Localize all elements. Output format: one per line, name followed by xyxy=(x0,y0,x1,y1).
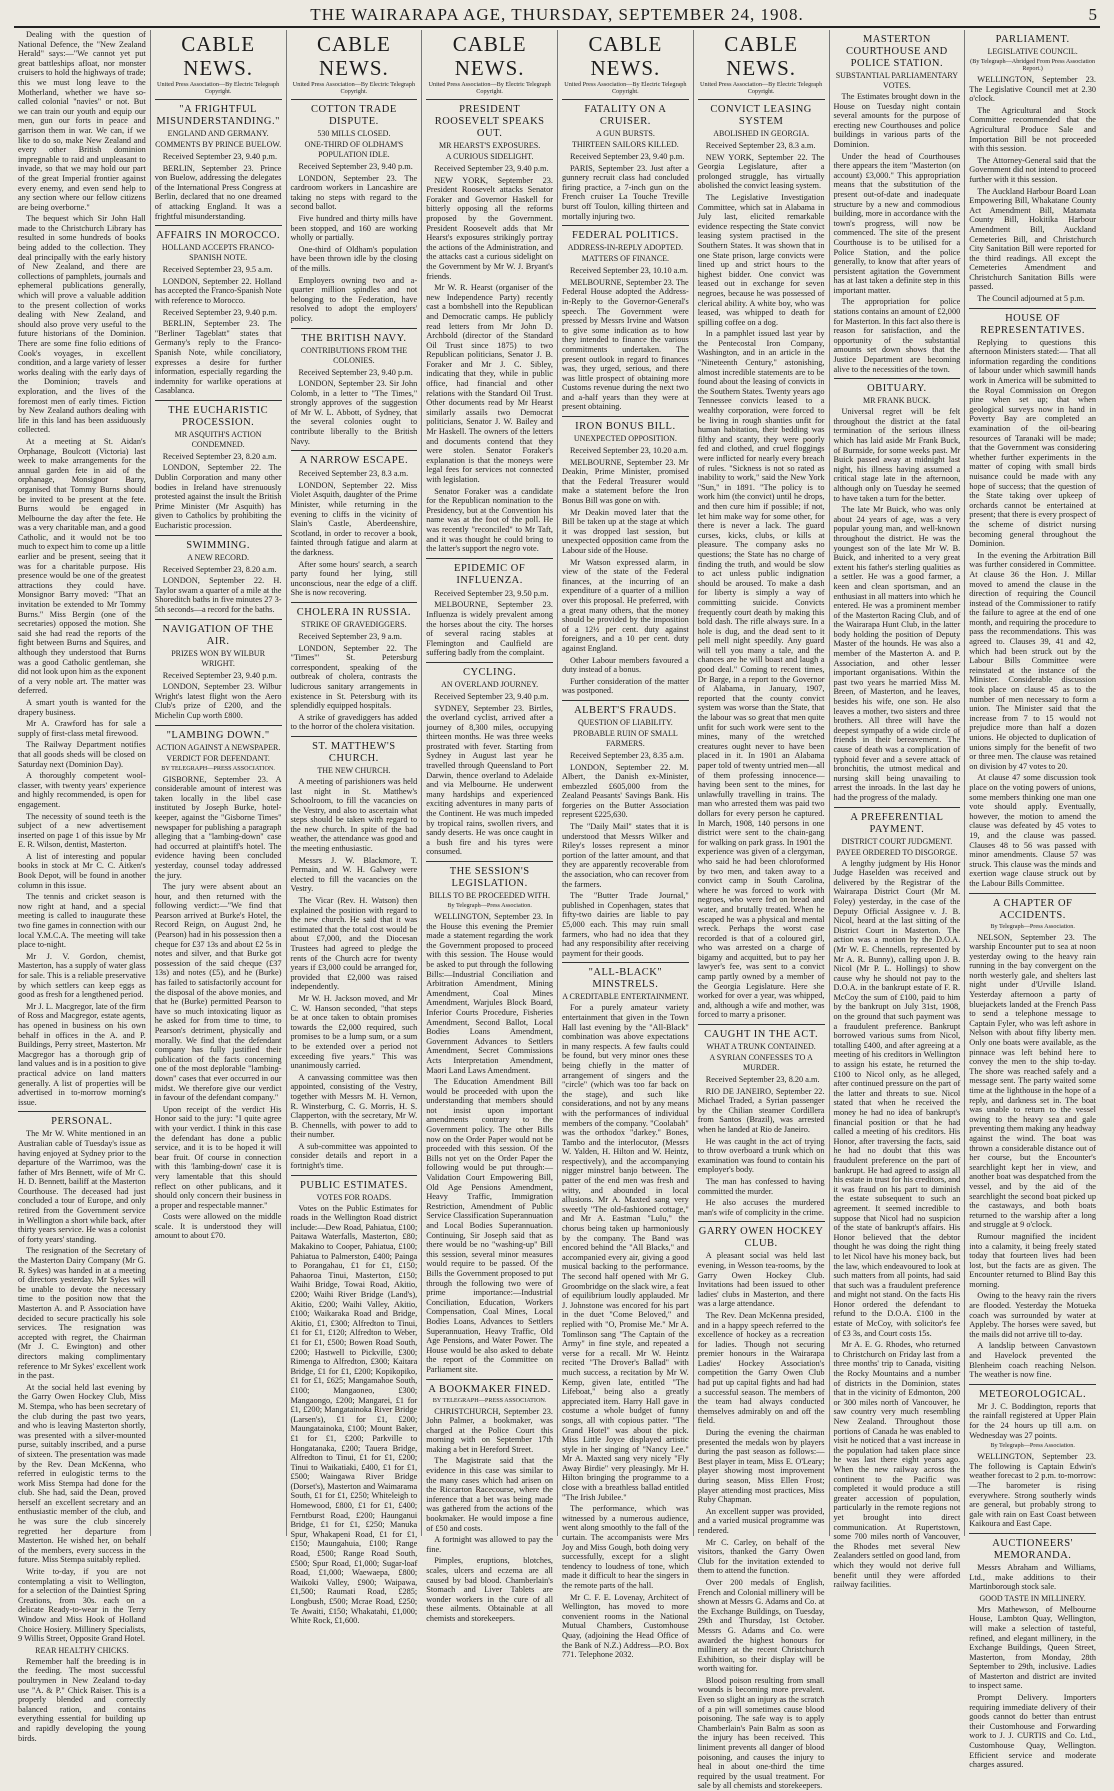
article-paragraph: A list of interesting and popular books in stock at Mr C. C. Aitken's Book Depot, will be found in another column in this issue. xyxy=(18,851,146,890)
article-paragraph: Owing to the heavy rain the rivers are flooded. Yesterday the Motueka coach was surrounded by water at Appleby. The horses were saved, but the mails did not arrive till to-day. xyxy=(969,1291,1096,1339)
article-headline: THE EUCHARISTIC PROCESSION. xyxy=(168,404,269,428)
article-headline: OBITUARY. xyxy=(867,383,927,395)
article-paragraph: The Estimates brought down in the House on Tuesday night contain several amounts for the purpose of erecting new Courthouses and police buildings in various parts of the Dominion. xyxy=(833,92,961,149)
article-paragraph: The "Butter Trade Journal," published in Copenhagen, states that fifty-two dairies are liable to pay £5,000 each. This may ruin small farmers, who had no idea that they had any responsibility after receiving payment for their goods. xyxy=(562,891,689,958)
columns xyxy=(14,30,1100,1791)
article-subheading: THIRTEEN SAILORS KILLED. xyxy=(571,140,679,149)
article-paragraph: The appropriation for police stations contains an amount of £2,000 for Masterton. In this fact also there is reason for satisfaction, and the opportunity of the substantial amounts set down shows that the Justice Department are becoming alive to the necessities of the town. xyxy=(833,297,961,374)
article-paragraph: The Auckland Harbour Board Loan Empowering Bill, Whakatane County Act Amendment Bill, Matamata County Bill, Hokitika Harbour Amendment Bill, Auckland Cemeteries Bill, and Christchurch City Sanitation Bill were reported for the third readings. All except the Cemeteries Amendment and Christchurch Sanitation Bills were passed. xyxy=(969,186,1096,292)
article-paragraph: A smart youth is wanted for the drapery business. xyxy=(18,697,146,717)
article-paragraph: Mr Deakin moved later that the Bill be taken up at the stage at which it was dropped last session, but unexpected opposition came from the Labour side of the House. xyxy=(562,507,689,555)
credit-line: BY TELEGRAPH—PRESS ASSOCIATION. xyxy=(161,764,275,772)
article-subheading: MR ASQUITH'S ACTION CONDEMNED. xyxy=(174,429,262,449)
article-paragraph: Mr C. F. E. Lovenay, Architect of Wellington, has moved to more convenient rooms in the National Mutual Chambers, Customhouse Quay, (adjoining the Head Office of the Bank of N.Z.) Address—P.O. Box 771. Telephone 2032. xyxy=(562,1592,689,1660)
article-subheading: A CURIOUS SIDELIGHT. xyxy=(445,152,534,161)
article-subheading: A NEW RECORD. xyxy=(187,552,250,562)
column-rule xyxy=(698,1221,825,1222)
masthead xyxy=(14,4,1100,28)
article-paragraph: At clause 47 some discussion took place on the voting powers of unions, some members thinking one man one vote should apply. Eventually, however, the motion to amend the clause was defeated by 45 votes to 19, and the clause was passed. Clauses 48 to 56 was passed with minor amendments. Clause 57 was struck. This clause was the minds and exertion wage clause struck out by the Labour Bills Committee. xyxy=(969,773,1096,888)
article-headline: COTTON TRADE DISPUTE. xyxy=(310,104,397,127)
article-paragraph: BERLIN, September 23. The "Berliner Tageblatt" states that Germany's reply to the Franco-Spanish Note, while conciliatory, expresses a desire for further information, especially regarding the indemnity for warlike operations at Casablanca. xyxy=(154,319,282,396)
article-paragraph: LONDON, September 22. Miss Violet Asquith, daughter of the Prime Minister, while returning in the evening to cliffs in the vicinity of Slain's Castle, Aberdeenshire, Scotland, in order to recover a book, fainted through fatigue and alarm at the darkness. xyxy=(290,480,418,557)
article-subheading: BILLS TO BE PROCEEDED WITH. xyxy=(429,891,550,900)
column-rule xyxy=(969,1384,1096,1385)
article-paragraph: Mr J. V. Gordon, chemist, Masterton, has a supply of water glass for sale. This is a reliable preservative by which settlers can keep eggs as good as fresh for a lengthened period. xyxy=(18,951,146,1000)
credit-line: United Press Association—By Electric Telegraph Copyright. xyxy=(564,81,687,95)
article-paragraph: LONDON, September 22. The Dublin Corporation and many other bodies in Ireland have strenuously protested against the insult the British Prime Minister (Mr Asquith) has given to Catholics by prohibiting the Eucharistic procession. xyxy=(154,463,282,531)
article-paragraph: Mr Watson expressed alarm, in view of the state of the Federal finances, at the incurring of an expenditure of a quarter of a million over this proposal. He preferred, with a great many others, that the money should be provided by the imposition of a 12½ per cent. duty against foreigners, and a 10 per cent. duty against England. xyxy=(562,557,689,653)
article-paragraph: BERLIN, September 23. Prince von Buelow, addressing the delegates of the International Press Congress at Berlin, declared that no one dreamed of attacking England. It was a frightful misunderstanding. xyxy=(154,163,282,221)
column-rule xyxy=(562,416,689,417)
article-paragraph: Mr J. C. Boddington, reports that the rainfall registered at Upper Plain for the 24 hours up till a.m. on Wednesday was 27 points. xyxy=(969,1401,1096,1440)
article-subheading: LEGISLATIVE COUNCIL. xyxy=(987,47,1078,56)
article-headline: PERSONAL. xyxy=(51,1116,113,1128)
article-paragraph: The jury were absent about an hour, and then returned with the following verdict:—"We find that Pearson arrived at Burke's Hotel, the Record Reign, on August 2nd, he (Pearson) had in his possession then a cheque for £37 13s and about £2 5s in notes and silver, and that Burke got possession of the said cheque (£37 13s) and notes (£5), and he (Burke) has failed to satisfactorily account for the disposal of the above monies, and that he (Burke) permitted Pearson to have so much intoxicating liquor as he asked for from time to time, to Pearson's detriment, physically and morally. We find that the defendant company has fully justified their publication of the facts concerning one of the most deplorable "lambing-down" cases that ever occurred in our midst. We therefore give our verdict in favour of the defendant company." xyxy=(154,882,282,1103)
article-paragraph: For a purely amateur variety entertainment that given in the Town Hall last evening by the "All-Black" combination was above expectations in many respects. A few faults could be found, but very minor ones these being chiefly in the matter of arrangement of singers and the "circle" (which was too far back on the stage), and such like considerations, and not by any means with the performances of individual members of the company. "Coolabah" was the orthodox "darkey." Bones, Tambo and the interlocutor, (Messrs W. Yalden, H. Hilton and W. Heintz, respectively), and the accompanying nigger minstrel banjo between. The patter of the end men was fresh and witty, and abounded in local allusions. Mr A. Maxted sang very sweetly "The old-fashioned cottage," and Mr A. Eastman "Lulu," the chorus being taken up harmoniously by the company. The Band was encored behind the "All Blacks," and accompanied every air, giving a good musical backing to the performance. The second half opened with Mr G. Groombridge on the slack wire, a feat of equilibrium loudly applauded. Mr J. Johnstone was encored for his part in the duet "Come Beloved," and replied with "O, Promise Me." Mr A. Tomlinson sang "The Captain of the Army" in fine style, and repeated a verse for a recall. Mr W. Heintz recited "The Drover's Ballad" with much success, a recitation by Mr W. Kemp, given late, entitled "The Lifeboat," being also a greatly appreciated item. Harry Hall gave in costume a whole budget of funny songs, all with copious patter. "The Grand Hotel" was about the pick. Miss Little Joyce displayed artistic style in her singing of "Nancy Lee." Mr A. Maxted sang very nicely "Fly Away Birdie" very pleasingly. Mr H. Hilton bringing the programme to a close with a breathless ballad entitled "The Irish Jubilee." xyxy=(562,1003,689,1502)
column-heading: PARLIAMENT. xyxy=(995,34,1070,45)
article-subheading: A SYRIAN CONFESSES TO A MURDER. xyxy=(709,1053,813,1073)
article-paragraph: Employers owning two and a-quarter million spindles and not belonging to the Federation, have resolved to adopt the employers' policy. xyxy=(290,275,418,323)
article-paragraph: The Attorney-General said that the Government did not intend to proceed further with it this session. xyxy=(969,155,1096,184)
column-2 xyxy=(150,30,286,1536)
article-subheading: THE NEW CHURCH. xyxy=(317,765,391,775)
article-paragraph: A lengthy judgment by His Honor Judge Haselden was received and delivered by the Registrar of the Wairarapa District Court (Mr M. Foley) yesterday, in the case of the Deputy Official Assignee v. J. B. Nicol, heard at the last sitting of the District Court in Masterton. The action was a motion by the D.O.A. (Mr W. E. Chennells, represented by Mr A. R. Bunny), calling upon J. B. Nicol (Mr P. L. Hollings) to show cause why he should not pay to the D.O.A. in the bankrupt estate of F. R. McCoy the sum of £100, paid to him by the bankrupt on July 31st, 1908, on the ground that such payment was a fraudulent preference. Bankrupt borrowed various sums from Nicol, totalling £400, and after agreeing at a meeting of his creditors in Wellington to assign his estate, he returned the £100 to Nicol only, as he alleged, after continued pressure on the part of the latter and threats to sue. Nicol stated that when he received the money he had no idea of bankrupt's financial position or that he had called a meeting of his creditors. His Honor, after traversing the facts, said he had no doubt that this was fraudulent preference on the part of bankrupt. He had agreed to assign all his estate in trust for his creditors, and it was fraud on his part to diminish the estate subsequent to such an agreement. It seemed incredible to suppose that Nicol had no suspicion of the state of bankrupt's affairs. His Honor believed that the debtor thought he was doing the right thing to let Nicol have his money back, but the law, which endeavoured to look at such matters from all points, had said that such was a fraudulent preference and might not stand. On the facts His Honor ordered the defendant to refund to the D.O.A. £100 in the estate of McCoy, with solicitor's fee of £3 3s, and Court costs 15s. xyxy=(833,858,961,1338)
article-paragraph: NEW YORK, September 23. President Roosevelt attacks Senator Foraker and Governor Haskell for bitterly opposing all the reforms proposed by the Government. President Roosevelt adds that Mr Hearst's exposures strikingly portray the actions of the Administration, and the attacks cast a curious sidelight on the Government by Mr W. J. Bryant's friends. xyxy=(426,175,553,281)
dateline: Received September 23, 9.40 p.m. xyxy=(434,691,549,701)
article-paragraph: The Magistrate said that the evidence in this case was similar to the many cases which had arisen on the Riccarton Racecourse, where the inference that a bet was being made was gathered from the actions of the bookmaker. He would impose a fine of £50 and costs. xyxy=(426,1456,553,1533)
column-heading: CABLE NEWS. xyxy=(452,32,527,80)
article-subheading: AN OVERLAND JOURNEY. xyxy=(441,679,539,689)
article-paragraph: The bequest which Sir John Hall made to the Christchurch Library has resulted in some hundreds of books being added to the collection. They deal principally with the early history of New Zealand, and there are collections of pamphlets, journals and ephemeral publications generally, which will prove a valuable addition to the present collection of works dealing with New Zealand, and should also prove very useful to the future historians of the Dominion. There are some fine folio editions of Cook's voyages, in excellent condition, and a large variety of lesser works dealing with the early days of the Dominion; travels and exploration, and the lives of the foremost men of early times. Fiction by New Zealand authors dealing with life in this land has been assiduously collected. xyxy=(18,214,146,435)
article-paragraph: The late Mr Buick, who was only about 24 years of age, was a very popular young man, and well-known throughout the district. He was the youngest son of the late Mr W. B. Buick, and inherited to a very great extent his father's sterling qualities as a settler. He was a good farmer, a keen and clean sportsman, and an enthusiast in all matters into which he entered. He was a prominent member of the Masterton Racing Club, and of the Wairarapa Hunt Club, in the latter body holding the position of Deputy Master of the hounds. He was also a member of the Masterton A. and P. Association, and other lesser important organisations. Within the past two years he married Miss M. Breen, of Masterton, and he leaves, besides his wife, one son. He also leaves a mother, two sisters and three brothers. All three will have the deepest sympathy of a wide circle of friends in their bereavement. The cause of death was a complication of typhoid fever and a severe attack of bronchitis, the utmost medical and nursing skill being unavailing to arrest the inroads. In the last day he had the progress of the malady. xyxy=(833,505,961,802)
article-paragraph: Mr J. L. Macgregor, late of the firm of Ross and Macgregor, estate agents, has opened in business on his own behalf in offices in the A. and P. Buildings, Perry street, Masterton. Mr Macgregor has a thorough grip of land values and is in a position to give practical advice on land matters generally. A list of properties will be advertised in to-morrow morning's issue. xyxy=(18,1001,146,1107)
article-paragraph: A pleasant social was held last evening, in Wesson tea-rooms, by the Garry Owen Hockey Club. Invitations had been issued to other ladies' clubs in Masterton, and there was a large attendance. xyxy=(697,1251,825,1309)
column-rule xyxy=(155,225,282,226)
article-paragraph: Costs were allowed on the middle scale. It is understood they will amount to about £70. xyxy=(154,1212,282,1241)
column-rule xyxy=(426,662,553,663)
article-paragraph: Rumour magnified the incident into a calamity, it being freely stated today that fourteen lives had been lost, but the facts are as given. The Encounter returned to Blind Bay this morning. xyxy=(969,1231,1096,1289)
credit-line: By Telegraph—Press Association. xyxy=(447,902,532,909)
article-headline: GARRY OWEN HOCKEY CLUB. xyxy=(698,1226,824,1250)
article-paragraph: A thoroughly competent wool-classer, with twenty years' experience and highly recommended, is open for engagement. xyxy=(18,771,146,809)
article-paragraph: Mr C. Carley, on behalf of the visitors, thanked the Garry Owen Club for the invitation extended to them to attend the function. xyxy=(697,1537,825,1576)
column-rule xyxy=(291,450,418,451)
column-rule xyxy=(562,962,689,963)
article-paragraph: LONDON, September 22. The "Times'" St. Petersburg correspondent, speaking of the outbreak of cholera, contrasts the ludicrous sanitary arrangements in existence in St. Petersburg with its splendidly equipped hospitals. xyxy=(290,643,418,711)
column-rule xyxy=(698,1024,825,1025)
article-subheading: HOLLAND ACCEPTS FRANCO-SPANISH NOTE. xyxy=(161,243,275,263)
column-5 xyxy=(557,30,693,1660)
column-rule xyxy=(155,619,282,620)
dateline: Received September 23, 9.40 p.m. xyxy=(434,164,549,173)
column-heading: CABLE NEWS. xyxy=(181,32,256,80)
article-paragraph: The necessity of sound teeth is the subject of a new advertisement inserted on page 1 of this issue by Mr E. R. Wilson, dentist, Masterton. xyxy=(18,811,146,850)
credit-line: By Telegraph—Press Association. xyxy=(990,1442,1075,1450)
article-subheading: ACTION AGAINST A NEWSPAPER. xyxy=(155,742,281,752)
dateline: Received September 23, 9.5 a.m. xyxy=(162,265,273,275)
column-heading: MASTERTON COURTHOUSE AND POLICE STATION. xyxy=(845,34,948,69)
dateline: Received September 23, 8.20 a.m. xyxy=(705,1075,820,1085)
column-7 xyxy=(829,30,965,1590)
article-headline: AFFAIRS IN MOROCCO. xyxy=(156,230,281,242)
column-rule xyxy=(155,535,282,536)
article-paragraph: Universal regret will be felt throughout the district at the fatal termination of the serious illness which has laid aside Mr Frank Buck, of Burnside, for some weeks past. Mr Buick passed away at midnight last night, his illness having assumed a critical stage late in the afternoon, although only on Tuesday he seemed to have taken a turn for the better. xyxy=(833,407,961,503)
article-paragraph: Replying to questions this afternoon Ministers stated:— That all information regarding the conditions of labour under which sawmill hands work in America will be submitted to the Royal Commission on Oregon pine when set up; that when geological surveys now in hand in Poverty Bay are completed an examination of the oil-bearing resources of Taranaki will be made; that the Government was considering whether further experiments in the matter of coping with small birds nuisance could be made with any hope of success; that the question of the State taking over upkeep of orchards cannot be entertained at present; that there is every prospect of the scheme of district nursing becoming general throughout the Dominion. xyxy=(969,337,1096,549)
article-subheading: REAR HEALTHY CHICKS. xyxy=(35,1645,129,1655)
article-headline: AUCTIONEERS' MEMORANDA. xyxy=(992,1537,1074,1561)
article-paragraph: The "Daily Mail" states that it is understood that Messrs Wilker and Riley's losses represent a minor portion of the latter amount, and that they are apparently recoverable from the association, who can recover from the farmers. xyxy=(562,822,689,889)
column-rule xyxy=(969,893,1096,894)
article-headline: PRESIDENT ROOSEVELT SPEAKS OUT. xyxy=(434,104,545,139)
article-subheading: PRIZES WON BY WILBUR WRIGHT. xyxy=(171,648,266,668)
article-paragraph: A landslip between Canvastown and Havelock prevented the Blenheim coach reaching Nelson. The weather is now fine. xyxy=(969,1341,1096,1380)
article-paragraph: The Mr W. White mentioned in an Australian cable of Tuesday's issue as having enjoyed at Sydney prior to the departure of the Warrimoo, was the father of Mrs Bennett, wife of Mr C. H. D. Bennett, bailiff at the Masterton Courthouse. The deceased had just concluded a tour of Europe, and only retired from the Government service in Wellington a short while back, after thirty years service. He was a colonist of forty years' standing. xyxy=(18,1129,146,1244)
credit-line: United Press Association—By Electric Telegraph Copyright. xyxy=(292,81,415,95)
column-rule xyxy=(426,861,553,862)
article-subheading: MR HEARST'S EXPOSURES. xyxy=(439,141,541,150)
article-paragraph: The tennis and cricket season is now right at hand, and a special meeting is called to inaugurate these two fine games in connection with our local Y.M.C.A. The meeting will take place to-night. xyxy=(18,892,146,950)
credit-line: By Telegraph—Press Association. xyxy=(990,922,1075,930)
column-rule xyxy=(969,1533,1096,1534)
article-paragraph: The man has confessed to having committed the murder. xyxy=(697,1176,825,1196)
column-rule xyxy=(834,378,961,379)
column-rule xyxy=(834,807,961,808)
article-headline: ST. MATTHEW'S CHURCH. xyxy=(312,740,396,764)
article-paragraph: The resignation of the Secretary of the Masterton Dairy Company (Mr G. R. Sykes) was handed in at a meeting of directors yesterday. Mr Sykes will be unable to devote the necessary time to the position now that the Masterton A. and P. Association have decided to secure practically his sole services. The resignation was accepted with regret, the Chairman (Mr J. C. Ewington) and other directors making complimentary reference to Mr Sykes' excellent work in the past. xyxy=(18,1246,146,1381)
article-paragraph: Five hundred and thirty mills have been stopped, and 160 are working wholly or partially. xyxy=(290,213,418,243)
column-heading: CABLE NEWS. xyxy=(724,32,799,80)
article-paragraph: At a meeting at St. Aidan's Orphanage, Boulcott (Victoria) last week to make arrangements for the annual garden fete in aid of the orphanage, Monsignor Barry, organised that Tommy Burns should be invited to be present at the fete. Burns would be engaged in Melbourne the day after the fete. He was a very charitable man, and a good Catholic, and it would not be too much to expect him to come up a little earlier and be present, seeing that it was for a charitable purpose. His presence would be one of the greatest attractions they could have. Monsignor Barry moved: "That an invitation be extended to Mr Tommy Burns." Miss Bergin (one of the secretaries) opposed the motion. She said she had read the reports of the fight between Burns and Squires, and although they understood that Burns was a good Catholic gentleman, she did not look upon him as the exponent of a very noble art. The matter was deferred. xyxy=(18,436,146,696)
article-paragraph: WELLINGTON, September 23. The Legislative Council met at 2.30 o'clock. xyxy=(969,75,1096,104)
article-headline: "LAMBING DOWN." xyxy=(166,729,270,741)
column-rule xyxy=(562,700,689,701)
article-paragraph: LONDON, September 22. H. Taylor swam a quarter of a mile at the Shoreditch baths in five minutes 27 3-5th seconds—a record for the baths. xyxy=(154,576,282,614)
dateline: Received September 23, 10.20 a.m. xyxy=(570,446,688,456)
column-rule xyxy=(291,99,418,100)
article-paragraph: He was caught in the act of trying to throw overboard a trunk which on examination was found to contain his employer's body. xyxy=(697,1136,825,1175)
article-paragraph: Mr W. H. Jackson moved, and Mr C. W. Hanson seconded, "that steps be at once taken to obtain promises towards the £2,000 required, such promises to be a lump sum, or a sum to be extended over a period not exceeding five years." This was unanimously carried. xyxy=(290,993,418,1071)
column-rule xyxy=(698,99,825,100)
article-headline: IRON BONUS BILL. xyxy=(575,421,676,433)
article-paragraph: LONDON, September 23. Sir John Colomb, in a letter to "The Times," strongly approves of the suggestion of Mr W. L. Abbott, of Sydney, that the several colonies ought to contribute liberally to the British Navy. xyxy=(290,379,418,446)
column-rule xyxy=(291,328,418,329)
article-headline: THE BRITISH NAVY. xyxy=(301,332,407,344)
dateline: Received September 23, 9.40 p.m. xyxy=(162,152,278,161)
article-subheading: STRIKE OF GRAVEDIGGERS. xyxy=(301,619,407,629)
article-subheading: MATTERS OF FINANCE. xyxy=(581,254,670,264)
article-paragraph: The Rev. Dean McKenna presided, and in a happy speech referred to the excellence of hockey as a recreation for ladies. Though not securing premier honours in the Wairarapa Ladies' Hockey Association's competition the Garry Owen Club had put up capital fights and had had a successful season. The members of the team had always conducted themselves admirably on and off the field. xyxy=(697,1310,825,1426)
article-subheading: ABOLISHED IN GEORGIA. xyxy=(713,129,810,138)
article-paragraph: Remember half the breeding is in the feeding. The most successful poultrymen in New Zealand to-day use "A. & P." Chick Raiser. This is a properly blended and correctly balanced ration, and contains everything essential for building up and rapidly developing the young birds. xyxy=(18,1656,146,1743)
column-rule xyxy=(291,1175,418,1176)
article-paragraph: One-third of Oldham's population have been thrown idle by the closing of the mills. xyxy=(290,244,418,273)
article-paragraph: WELLINGTON, September 23. The following is Captain Edwin's weather forecast to 2 p.m. to-morrow:—The barometer is rising everywhere. Strong southerly winds are general, but probably strong to gale with rain on East Coast between Kaikoura and East Cape. xyxy=(969,1452,1096,1529)
article-paragraph: MELBOURNE, September 23. Influenza is widely prevalent among the horses about the city. The horses of several racing stables at Flemington and Caulfield are suffering badly from the complaint. xyxy=(426,600,553,658)
article-paragraph: The Council adjourned at 5 p.m. xyxy=(977,294,1085,304)
article-paragraph: Votes on the Public Estimates for roads in the Wellington Road district include:—Dew Road, Pahiatua, £100; Paitawa Waterfalls, Masterton, £80; Makakino to Cooper, Pahiatua, £100; Pahiatua to Palmerston, £400; Painga to Porangahau, £1 for £1, £150; Pahaoroa Tinui, Masterton, £150; Waihi Bridge, Towai Road, Akitio, £200; Waihi River Bridge (Land's), Akitio, £200; Waihi Valley, Akitio, £100; Waikaraka Road and Bridge, Akitio, £1, £300; Alfredton to Tinui, £1 for £1, £120; Alfredton to Weber, £1 for £1, £500; Bowen Road South, £200; Hastwell to Pickville, £300; Rimenga to Alfredton, £300; Kaitara Bridge, £1 for £1, £200; Kopikopiko, £1 for £1, £625; Mangamahoe South, £100; Mangaoneo, £300; Mangaongo, £200; Mangarei, £1 for £1, £200; Mangatainoka River Bridge (Larsen's), £1 for £1, £200; Maungatainoka, £100; Mount Baker, £1 for £1, £200; Parkville to Hongatanaka, £200; Tauera Bridge, Alfredton to Tinui, £1 for £1, £200; Tinui to Waikatiaki, £400, £1 for £1, £500; Waingawa River Bridge (Dorset's), Masterton and Waimarama South, £1 for £1, £250; Whiteleigh to Homewood, £800, £1 for £1, £400; Ferntburst Road, £200; Haunganui Bridge, £1 for £1, £250; Manuka Spur, Whakapeni Road, £1 for £1, £150; Maungahuia, £100; Range Road, £500; Range Road South, £500; Spur Road, £1,000; Sugar-loaf Road, £1,000; Waewaepa, £800; Waikoki Valley, £900; Waipawa, £1,500; Raumati Road, £285; Longbush, £500; Mcrae Road, £250; Te Awaiti, £150; Whakatahi, £1,000; White Rock, £1,600. xyxy=(290,1203,418,1626)
article-paragraph: Mr W. R. Hearst (organiser of the new Independence Party) recently cast a bombshell into the Republican and Democratic camps. He publicly read letters from Mr John D. Archbold (director of the Standard Oil Trust since 1875) to two Republican politicians, Senator J. B. Foraker and Mr J. C. Sibley, indicating that they, while in public office, had financial and other relations with the Standard Oil Trust. Other documents read by Mr Hearst similarly assails two Democrat politicians, Senator J. W. Bailey and Mr Haskell. The owners of the letters and documents contend that they were stolen. Senator Foraker's explanation is that the moneys were legal fees for services not connected with legislation. xyxy=(426,283,553,484)
column-heading: CABLE NEWS. xyxy=(588,32,663,80)
dateline: Received September 23, 8.3 a.m. xyxy=(298,469,409,479)
article-subheading: ENGLAND AND GERMANY. xyxy=(167,129,269,138)
column-rule xyxy=(291,602,418,603)
article-paragraph: WELLINGTON, September 23. In the House this evening the Premier made a statement regarding the work the Government proposed to proceed with this session. The House would be asked to put through the following Bills:—Industrial Conciliation and Arbitration Amendment, Mining Amendment, Coal Mines Amendment, Warjules Block Board, Inferior Courts Procedure, Fisheries Amendment, Second Ballot, Local Bodies Loans Amendment, Government Advances to Settlers Amendment, Secret Commissions Acts Interpretation Amendment, Maori Land Laws Amendment. xyxy=(426,912,553,1075)
column-rule xyxy=(969,308,1096,309)
article-paragraph: Dealing with the question of National Defence, the "New Zealand Herald" says:—"We cannot yet put great battleships afloat, nor monster cruisers to hold the highways of trade; this we must long leave to the Motherland, whether we have so-called colonial "navies" or not. But we can train our youth and equip our men, gun our forts in peace and garrison them in war. We can, if we like to do so, make New Zealand and every other British dominion impregnable to raid and unpleasant to invade, so that we may hold our part of the great Imperial frontier against every enemy, and even send help to any section where our fellow citizens are being overborne." xyxy=(18,30,146,212)
article-paragraph: Upon receipt of the verdict His Honor said to the jury: "I quite agree with your verdict. I think in this case the defendant has done a public service, and it is to be hoped it will bear fruit. Of course in connection with this 'lambing-down' case it is very lamentable that this should reflect on other publicans, and it should only concern their business in a proper and respectable manner." xyxy=(154,1104,282,1210)
column-6 xyxy=(693,30,829,1791)
column-rule xyxy=(155,400,282,401)
article-paragraph: Messrs J. W. Blackmore, T. Permain, and W. H. Galwey were elected to fill the vacancies on the Vestry. xyxy=(290,855,418,894)
article-headline: "ALL-BLACK" MINSTRELS. xyxy=(588,967,663,991)
article-subheading: A GUN BURSTS. xyxy=(595,129,655,138)
article-paragraph: Over 200 medals of English, French and Colonial millinery will be shown at Messrs G. Adams and Co. at the Exchange Buildings, on Tuesday, 29th and Thursday, 1st October. Messrs G. Adams and Co. were awarded the highest honours for millinery at the recent Christchurch Exhibition, so their display will be worth waiting for. xyxy=(697,1577,825,1674)
credit-line: United Press Association—By Electric Telegraph Copyright. xyxy=(700,81,823,95)
column-rule xyxy=(426,1379,553,1380)
article-subheading: A CREDITABLE ENTERTAINMENT. xyxy=(562,992,689,1002)
article-paragraph: Senator Foraker was a candidate for the Republican nomination to the Presidency, but at the Convention his name was at the foot of the poll. He was recently "reconciled" to Mr Taft, and it was thought he could bring to the latter's support the negro vote. xyxy=(426,486,553,554)
credit-line: BY TELEGRAPH—PRESS ASSOCIATION. xyxy=(432,1396,547,1404)
article-paragraph: The Agricultural and Stock Committee recommended that the Agricultural Produce Sale and Importation Bill be not proceeded with this session. xyxy=(969,105,1096,154)
article-paragraph: A canvassing committee was then appointed, consisting of the Vestry, together with Messrs M. H. Vernon, R. Winsterburg, C. G. Morris, H. S. Clapperton, with the secretary, Mr W. B. Chennells, with power to add to their number. xyxy=(290,1072,418,1140)
article-paragraph: LONDON, September 23. The cardroom workers in Lancashire are taking no steps with regard to the second ballot. xyxy=(290,173,418,212)
article-paragraph: Write to-day, if you are not contemplating a visit to Wellington, for a selection of the Daintiest Spring Creations, from 30s. each on a delicate Ready-to-wear in the Terry Window and Miss Hook of Holland Choice Hosiery. Millinery Specialists, 9 Willis Street, Opposite Grand Hotel. xyxy=(18,1567,146,1644)
article-headline: FEDERAL POLITICS. xyxy=(572,230,679,242)
article-paragraph: At the social held last evening by the Garry Owen Hockey Club, Miss M. Stempa, who has been secretary of the club during the past two years, and who is leaving Masterton shortly, was presented with a silver-mounted purse, suitably inscribed, and a purse of sixteen. The presentation was made by the Rev. Dean McKenna, who referred in eulogistic terms to the work Miss Stempa had done for the club. She had, said the Dean, proved herself an excellent secretary and an enthusiastic member of the club, and he was sure the club sincerely regretted her departure from Masterton. He wished her, on behalf of the members, every success in the future. Miss Stempa suitably replied. xyxy=(18,1382,146,1565)
article-paragraph: Other Labour members favoured a duty instead of a bonus. xyxy=(562,655,689,675)
article-headline: FATALITY ON A CRUISER. xyxy=(584,104,667,127)
article-paragraph: Prompt Delivery. Importers requiring immediate delivery of their goods cannot do better than entrust their Customhouse and Forwarding work to J. J. CURTIS and Co. Ltd., Customhouse Quay, Wellington. Efficient service and moderate charges assured. xyxy=(969,1693,1096,1770)
article-paragraph: Pimples, eruptions, blotches, scales, ulcers and eczema are all caused by bad blood. Chamberlain's Stomach and Liver Tablets are wonder workers in the cure of all these ailments. Obtainable at all chemists and storekeepers. xyxy=(426,1556,553,1623)
article-paragraph: A meeting of parishioners was held last night in St. Matthew's Schoolroom, to fill the vacancies on the Vestry, and also to ascertain what steps should be taken with regard to the new church. In spite of the bad weather, the attendance was good and the meeting enthusiastic. xyxy=(290,776,418,854)
article-headline: NAVIGATION OF THE AIR. xyxy=(162,623,274,647)
article-paragraph: SYDNEY, September 23. Birtles, the overland cyclist, arrived after a journey of 8,300 miles, occupying thirteen months. He was three weeks prostrated with fever. Starting from Sydney in August last year he travelled through Queensland to Port Darwin, thence overland to Adelaide and via Melbourne. He underwent many hardships and experienced exciting adventures in many parts of the Continent. He was much impeded by tropical rains, swollen rivers, and sandy deserts. He was once caught in a bush fire and his tyres were consumed. xyxy=(426,703,553,857)
article-paragraph: LONDON, September 22. Holland has accepted the Franco-Spanish Note with reference to Morocco. xyxy=(154,276,282,305)
article-paragraph: RIO DE JANEIRO, September 22. Michael Traded, a Syrian passenger by the Chilian steamer Cordillera from Santos (Brazil), was arrested when he landed at Rio de Janeiro. xyxy=(697,1086,825,1134)
column-4 xyxy=(421,30,557,1623)
article-paragraph: The performance, which was witnessed by a numerous audience, went along smoothly to the fall of the curtain. The accompanists were Mrs Joy and Miss Gough, both doing very successfully, except for a slight tendency to loudness of tone, which made it difficult to hear the singers in the remote parts of the hall. xyxy=(562,1504,689,1590)
dateline: Received September 23, 9.40 p.m. xyxy=(162,307,278,317)
article-subheading: WHAT A TRUNK CONTAINED. xyxy=(706,1042,816,1052)
article-paragraph: CHRISTCHURCH, September 23. John Palmer, a bookmaker, was charged at the Police Court this morning with on September 17th making a bet in Hereford Street. xyxy=(426,1406,553,1454)
dateline: Received September 23, 9 a.m. xyxy=(298,631,402,641)
column-rule xyxy=(155,99,282,100)
column-rule xyxy=(426,558,553,559)
article-paragraph: PARIS, September 23. Just after a gunnery recruit class had concluded firing practice, a 7-inch gun on the French cruiser La Touche Treville burst off Toulon, killing thirteen and mortally injuring two. xyxy=(562,163,689,221)
dateline: Received September 23, 9.40 p.m. xyxy=(298,162,413,171)
dateline: Received September 23, 8.20 a.m. xyxy=(162,451,277,461)
column-heading: CABLE NEWS. xyxy=(316,32,391,80)
article-headline: HOUSE OF REPRESENTATIVES. xyxy=(980,312,1086,336)
article-subheading: DISTRICT COURT JUDGMENT. xyxy=(841,836,953,846)
article-headline: SWIMMING. xyxy=(186,539,250,551)
column-rule xyxy=(426,99,553,100)
article-subheading: PROBABLE RUIN OF SMALL FARMERS. xyxy=(573,728,678,748)
article-paragraph: Under the head of Courthouses there appears the item "Masterton (on account) £3,000." This appropriation means that the substitution of the present out-of-date and inadequate structure by a new and commodious building, more in accordance with the town's progress, will now be commenced. The site of the present Courthouse is to be utilised for a Police Station, and the police generally, to know that after years of persistent agitation the Government has at last taken a definite step in this important matter. xyxy=(833,151,961,295)
article-subheading: VOTES FOR ROADS. xyxy=(316,1192,392,1202)
article-headline: CHOLERA IN RUSSIA. xyxy=(296,606,412,618)
article-paragraph: Mr A. E. G. Rhodes, who returned to Christchurch on Friday last from a three months' trip to Canada, visiting the Rocky Mountains and a number of districts in the Dominion, states that in the vicinity of Edmonton, 200 or 300 miles north of Vancouver, he saw country very much resembling New Zealand. Throughout those portions of Canada he was enabled to visit he noticed that a vast increase in the population had taken place since he was last there eight years ago. When the new railway across the continent to the Pacific was completed it would produce a still greater accession of population, particularly in the remote regions not yet brought into direct communication. At Rupertstown, some 700 miles north of Vancouver, the Rhodes met several New Zealanders settled on good land, from which they would not derive full benefit until they were afforded railway facilities. xyxy=(833,1340,961,1590)
article-subheading: GOOD TASTE IN MILLINERY. xyxy=(979,1593,1086,1603)
article-headline: METEOROLOGICAL. xyxy=(979,1388,1087,1400)
article-paragraph: LONDON, September 23. Wilbur Wright's latest flight won the Aero Club's prize of £200, and the Michelin Cup worth £800. xyxy=(154,682,282,720)
article-paragraph: A sub-committee was appointed to consider details and report in a fortnight's time. xyxy=(290,1141,418,1171)
page-number: 5 xyxy=(1088,5,1098,24)
article-subheading: VERDICT FOR DEFENDANT. xyxy=(166,753,270,763)
article-paragraph: The Railway Department notifies that all goods sheds will be closed on Saturday next (Dominion Day). xyxy=(18,740,146,769)
column-1 xyxy=(14,30,150,1743)
article-paragraph: After some hours' search, a search party found her lying, still unconscious, near the edge of a cliff. She is now recovering. xyxy=(290,559,418,598)
article-paragraph: A strike of gravediggers has added to the horror of the cholera visitation. xyxy=(290,712,418,732)
article-headline: CYCLING. xyxy=(462,666,517,678)
column-rule xyxy=(291,736,418,737)
article-subheading: UNEXPECTED OPPOSITION. xyxy=(573,434,677,444)
article-paragraph: MELBOURNE, September 23. The Federal House adopted the Address-in-Reply to the Governor-General's speech. The Government were pressed by Messrs Irvine and Watson to give some indication as to how they intended to finance the various commitments undertaken. The present outlook in regard to finances was, they urged, serious, and there was little prospect of obtaining more Customs revenue during the next two and a-half years than they were at present obtaining. xyxy=(562,277,689,412)
masthead-title: THE WAIRARAPA AGE, THURSDAY, SEPTEMBER 24, 1908. xyxy=(310,5,804,24)
dateline: Received September 23, 8.20 a.m. xyxy=(162,564,277,574)
column-rule xyxy=(18,1111,146,1112)
article-paragraph: Mr A. Crawford has for sale a supply of first-class metal firewood. xyxy=(18,719,146,738)
dateline: Received September 23, 9.40 p.m. xyxy=(162,670,278,680)
article-subheading: COMMENTS BY PRINCE BUELOW. xyxy=(155,140,282,149)
article-paragraph: NELSON, September 23. The warship Encounter put to sea at noon yesterday owing to the heavy rain running in the bay convergent on the north westerly gale, and shelters last night under d'Urville Island. Yesterday afternoon a party of bluejackets landed at the French Pass to send a telephone message to Captain Fyler, who was left ashore in Nelson with about fifty liberty men. Only one boats were available, as the pinnace was left behind here to convey the men to the ship to-day. The shore was reached safely and a message sent. The party waited some time at the lighthouse in the hope of a reply, and darkness set in. The boat was unable to return to the vessel owing to the heavy sea and gale preventing them making any headway against the wind. The boat was thrown a considerable distance out of her course, but the Encounter's searchlight kept her in view, and another boat was despatched from the vessel, and by the aid of the searchlight the second boat picked up the castaways, and both boats returned to the warship after a long and struggle at 9 o'clock. xyxy=(969,932,1096,1230)
article-subheading: ADDRESS-IN-REPLY ADOPTED. xyxy=(567,243,684,253)
article-subheading: SUBSTANTIAL PARLIAMENTARY VOTES. xyxy=(835,71,959,90)
dateline: Received September 23, 9.50 p.m. xyxy=(434,588,549,598)
article-paragraph: LONDON, September 22. M. Albert, the Danish ex-Minister, embezzled £605,000 from the Zealand Peasants' Savings Bank. His forgeries on the Butter Association represent £225,630. xyxy=(562,762,689,820)
column-rule xyxy=(562,99,689,100)
article-paragraph: The Legislative Investigation Committee, which sat in Alabama in July last, elicited remarkable evidence respecting the State convict leasing system practised in the Southern States. It was shown that in one State prison, large convicts were lined up and strict hours to the highest bidder. One convict was leased out in exchange for seven negroes, because he was possessed of clerical ability. A white boy, who was leased, was whipped to death for spilling coffee on a dog. xyxy=(697,192,825,327)
column-rule xyxy=(562,225,689,226)
column-8 xyxy=(964,30,1100,1770)
article-headline: A NARROW ESCAPE. xyxy=(299,455,409,467)
article-subheading: MR FRANK BUCK. xyxy=(862,396,931,406)
column-3 xyxy=(286,30,422,1626)
article-paragraph: A fortnight was allowed to pay the fine. xyxy=(426,1535,553,1554)
article-paragraph: GISBORNE, September 23. A considerable amount of interest was taken locally in the libel case instituted by Joseph Burke, hotel-keeper, against the "Gisborne Times" newspaper for publishing a paragraph alleging that a "lambing-down" case had occurred at plaintiff's hotel. The evidence having been concluded yesterday, counsel today addressed the jury. xyxy=(154,774,282,880)
article-headline: CONVICT LEASING SYSTEM xyxy=(710,104,812,127)
dateline: Received September 23, 9.40 p.m. xyxy=(570,152,685,161)
article-paragraph: In the evening the Arbitration Bill was further considered in Committee. At clause 36 the Hon. J. Millar moved to amend the clause in the direction of requiring the Council instead of the Commissioner to ratify the failure to agree at the end of one month, and requiring the procedure to pass the recommendations. This was agreed to. Clauses 39, 41 and 42, which had been struck out by the Labour Bills Committee were reinstated at the instance of the Minister. Considerable discussion took place on clause 45 as to the number of men necessary to form a union. The Minister said that the increase from 7 to 15 would not prejudice more than half a dozen unions. He objected to duplication of unions simply for the benefit of two or three men. The clause was retained on division by 47 votes to 20. xyxy=(969,550,1096,771)
article-paragraph: The Education Amendment Bill would be proceeded with upon the understanding that members should not insist upon important amendments contrary to the Government policy. The other Bills now on the Order Paper would not be proceeded with this session. Of the Bills not yet on the Order Paper the following would be put through:—Validation Court Empowering Bill, Old Age Pensions Amendment, Heavy Traffic, Immigration Restriction, Amendment of Public Service Classification Superannuation and Local Bodies Superannuation. Continuing, Sir Joseph said that as there would be no "washing-up" Bill this session, several minor measures would require to be passed. Of the Bills the Government proposed to put through the following two were of prime importance:—Industrial Conciliation, Education, Workers Compensation, Coal Mines, Local Bodies Loans, Advances to Settlers Superannuation, Heavy Traffic, Old Age Pensions, and Water Power. The House would be also asked to debate the report of the Committee on Parliament site. xyxy=(426,1077,553,1374)
article-paragraph: Blood poison resulting from small wounds is becoming more prevalent. Even so slight an injury as the scratch of a pin will sometimes cause blood poisoning. The safe way is to apply Chamberlain's Pain Balm as soon as the injury has been received. This liniment prevents all danger of blood poisoning, and causes the injury to heal in about one-third the time required by the usual treatment. For sale by all chemists and storekeepers. xyxy=(697,1675,825,1791)
dateline: Received September 23, 10.10 a.m. xyxy=(570,266,688,276)
article-headline: THE SESSION'S LEGISLATION. xyxy=(449,866,530,889)
dateline: Received September 23, 8.35 a.m. xyxy=(570,750,684,760)
dateline: Received September 23, 8.3 a.m. xyxy=(705,141,816,150)
article-subheading: PAYEE ORDERED TO DISGORGE. xyxy=(836,847,958,857)
article-headline: ALBERT'S FRAUDS. xyxy=(574,704,677,716)
article-headline: A PREFERENTIAL PAYMENT. xyxy=(850,811,944,835)
article-paragraph: In a pamphlet issued last year by the Pentecostal Iron Company, Washington, and in an article in the "Nineteenth Century," astonishing, almost incredible statements are to be found about the leasing of convicts in the Southern States. Twenty years ago Tennessee convicts leased to a wealthy corporation, were forced to be living in rough shanties unfit for human habitation, their bedding was filthy and scanty, they were poorly fed and clothed, and cruel floggings were inflicted for nearly every breach of rules. "Sickness is not so rated as inability to work," said the New York "Sun," in 1891. "The policy is to work him (the convict) until he drops, and then cure him if possible; if not, let him make way for some other, for there is never a lack. The guard curses, kicks, clubs, or kills at pleasure. The company asks no questions; the State has no charge of finding the truth, and would be slow to act unless public indignation should be aroused. To make a dash for liberty is simply a way of committing suicide. Convicts frequently court death by making this bold dash. The rifle always sure. In a hole is dug, and the dead sent to it pell mell night speedily. Any guard will tell you many a tale, and the chances are he will boast and laugh a good deal." Coming to recent times, Dr Barge, in a report to the Governor of Alabama, in January, 1907, reported that the county convict system was worse than the State, that the labour was so great that men quite unfit for such work were sent to the mines, many of the wretched creatures ought never to have been placed in it. In 1901 an Alabama paper told of twenty untried men—all of them professing innocence—having been sent to the mines, for unlawfully travelling in trains. The man who arrested them was paid two dollars for every person he captured. In March, 1908, 140 persons in one district were sent to the chain-gang for walking on park grass. In 1901 the experience was given of a clergyman, who said he had been chloroformed by two men, and taken away to a convict camp in South Carolina, where he was forced to work with negroes, who were fed on bread and water, and brutally treated. When he escaped he was a physical and mental wreck. Perhaps the worst case recorded is that of a coloured girl, who was arrested on a charge of bigamy and acquitted, but to pay her lawyer's fee, was sent to a convict camp partly owned by a member of the Georgia Legislature. Here she worked for over a year, was whipped, and, although a wife and mother, was forced to marry a prisoner. xyxy=(697,329,825,1020)
article-subheading: QUESTION OF LIABILITY. xyxy=(578,717,673,727)
article-paragraph: An excellent supper was provided, and a varied musical programme was rendered. xyxy=(697,1506,825,1535)
article-subheading: 530 MILLS CLOSED. xyxy=(317,129,391,138)
article-headline: A CHAPTER OF ACCIDENTS. xyxy=(992,897,1073,921)
article-paragraph: NEW YORK, September 22. The Georgia Legislature, after a prolonged struggle, has virtually abolished the convict leasing system. xyxy=(697,152,825,191)
article-paragraph: During the evening the chairman presented the medals won by players during the past season as follows:—Best player in team, Miss E. O'Leary; player showing most improvement during season, Miss Ellen Frost; player attending most practices, Miss Ruby Chapman. xyxy=(697,1428,825,1505)
article-headline: PUBLIC ESTIMATES. xyxy=(300,1179,408,1191)
credit-line: United Press Association—By Electric Telegraph Copyright. xyxy=(428,81,551,95)
article-subheading: ONE-THIRD OF OLDHAM'S POPULATION IDLE. xyxy=(304,140,404,159)
article-paragraph: The Vicar (Rev. H. Watson) then explained the position with regard to the new church. He said that it was estimated that the total cost would be about £7,000, and the Diocesan Trustees had agreed to pledge the rents of the Church acre for twenty years if £3,000 could be arranged for, provided that £2,000 was raised independently. xyxy=(290,896,418,992)
article-headline: EPIDEMIC OF INFLUENZA. xyxy=(454,562,526,586)
article-subheading: CONTRIBUTIONS FROM THE COLONIES. xyxy=(300,345,408,365)
article-headline: CAUGHT IN THE ACT. xyxy=(704,1029,819,1041)
article-paragraph: MELBOURNE, September 23. Mr Deakin, Prime Minister, promised that the Federal Treasurer would make a statement before the Iron Bonus Bill was gone on with. xyxy=(562,457,689,506)
article-paragraph: Further consideration of the matter was postponed. xyxy=(562,676,689,696)
article-paragraph: He also accuses the murdered man's wife of complicity in the crime. xyxy=(697,1198,825,1217)
article-headline: "A FRIGHTFUL MISUNDERSTANDING." xyxy=(156,104,280,127)
column-rule xyxy=(155,725,282,726)
dateline: Received September 23, 9.40 p.m. xyxy=(298,367,413,377)
article-paragraph: Messrs Abraham and Williams, Ltd., make additions to their Martinborough stock sale. xyxy=(969,1562,1096,1592)
article-paragraph: Mrs Mathewson, of Melbourne House, Lambton Quay, Wellington, will make a selection of tasteful, refined, and elegant millinery, in the Exchange Buildings, Queen Street, Masterton, from Monday, 28th September to 29th, inclusive. Ladies of Masterton and district are invited to inspect same. xyxy=(969,1604,1096,1691)
article-headline: A BOOKMAKER FINED. xyxy=(428,1383,551,1395)
credit-line: United Press Association—By Electric Telegraph Copyright. xyxy=(157,81,280,95)
credit-line: (By Telegraph—Abridged From Press Association Report.) xyxy=(970,58,1096,72)
